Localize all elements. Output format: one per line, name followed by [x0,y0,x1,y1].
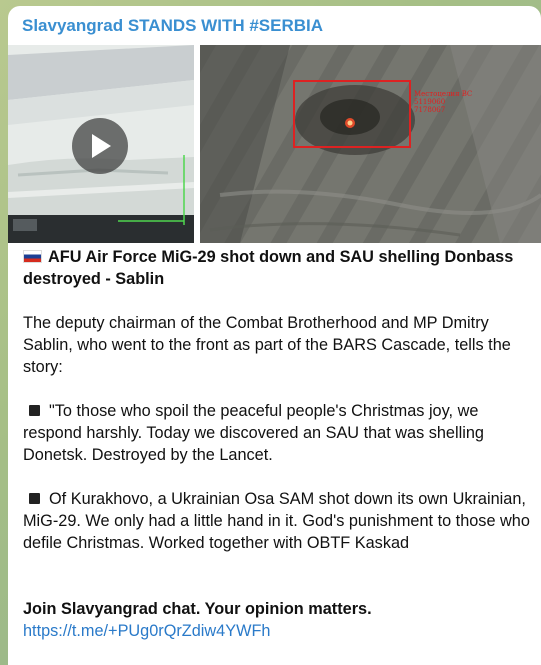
join-text: Join Slavyangrad chat. Your opinion matters. [23,600,372,618]
photo-overlay-text [414,90,494,114]
channel-name[interactable]: Slavyangrad STANDS WITH #SERBIA [22,16,324,35]
headline [23,246,531,290]
intro-paragraph: The deputy chairman of the Combat Brotherhood and MP Dmitry Sablin, who went to the front as part of the BARS Cascade, tells the story: [23,314,511,376]
overlay-line-2: 5119060 [414,98,446,106]
join-link-row [23,620,531,642]
black-square-icon [29,405,40,416]
bullet-text-2: Of Kurakhovo, a Ukrainian Osa SAM shot down its own Ukrainian, MiG-29. We only had a little hand in it. God's punishment to those who defile Christmas. Worked together with OBTF Kaskad [23,490,530,552]
bullet-paragraph-2 [23,488,531,554]
overlay-line-1: Местоцелия ВС [414,90,473,98]
target-marker-box [293,80,411,148]
black-square-icon [29,493,40,504]
play-button[interactable] [72,118,128,174]
message-bubble [8,6,541,665]
video-thumbnail[interactable] [8,45,194,243]
bullet-paragraph-1 [23,400,531,466]
message-text [23,246,531,642]
bullet-text-1: "To those who spoil the peaceful people's Christmas joy, we respond harshly. Today we discovered an SAU that was shelling Donetsk. Destroyed by the Lancet. [23,402,484,464]
play-icon [90,133,112,159]
russia-flag-icon [23,250,42,263]
drone-photo[interactable] [200,45,541,243]
overlay-line-3: 7178067 [414,106,446,114]
headline-text: AFU Air Force MiG-29 shot down and SAU shelling Donbass destroyed - Sablin [23,248,514,288]
join-link[interactable]: https://t.me/+PUg0rQrZdiw4YWFh [23,622,271,640]
